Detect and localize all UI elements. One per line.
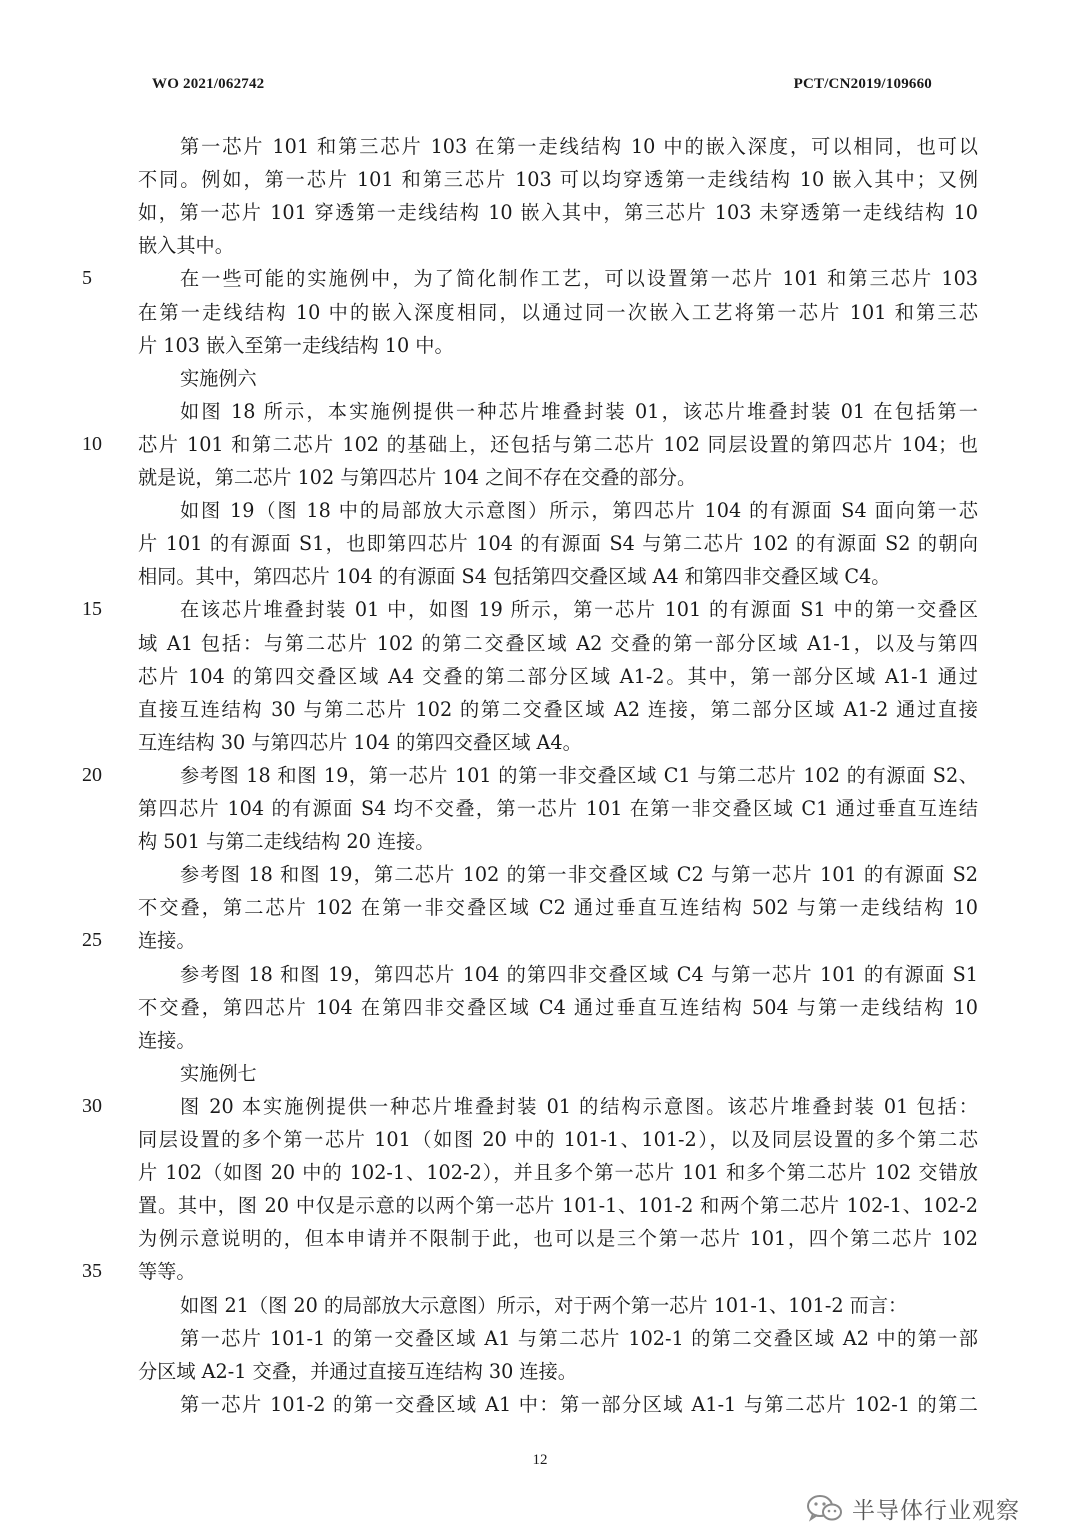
text-line: 嵌入其中。 bbox=[138, 234, 234, 257]
text-line: 第一芯片 101-1 的第一交叠区域 A1 与第二芯片 102-1 的第二交叠区域 A2 中的第一部 bbox=[180, 1327, 978, 1350]
application-number: PCT/CN2019/109660 bbox=[793, 76, 932, 92]
watermark bbox=[806, 1492, 1020, 1525]
text-line: 在一些可能的实施例中，为了简化制作工艺，可以设置第一芯片 101 和第三芯片 103 bbox=[180, 267, 978, 290]
text-line: 参考图 18 和图 19，第一芯片 101 的第一非交叠区域 C1 与第二芯片 102 的有源面 S2、 bbox=[180, 764, 978, 787]
text-line: 互连结构 30 与第四芯片 104 的第四交叠区域 A4。 bbox=[138, 731, 582, 754]
text-line: 直接互连结构 30 与第二芯片 102 的第二交叠区域 A2 连接，第二部分区域 A1-2 通过直接 bbox=[138, 698, 978, 721]
text-line: 实施例六 bbox=[180, 367, 257, 390]
text-line: 在第一走线结构 10 中的嵌入深度相同，以通过同一次嵌入工艺将第一芯片 101 和第三芯 bbox=[138, 301, 978, 324]
text-line: 参考图 18 和图 19，第四芯片 104 的第四非交叠区域 C4 与第一芯片 101 的有源面 S1 bbox=[180, 963, 978, 986]
text-line: 构 501 与第二走线结构 20 连接。 bbox=[138, 830, 435, 853]
text-line: 分区域 A2-1 交叠，并通过直接互连结构 30 连接。 bbox=[138, 1360, 577, 1383]
text-line: 不交叠，第四芯片 104 在第四非交叠区域 C4 通过垂直互连结构 504 与第一走线结构 10 bbox=[138, 996, 978, 1019]
text-line: 第一芯片 101-2 的第一交叠区域 A1 中：第一部分区域 A1-1 与第二芯片 102-1 的第二 bbox=[180, 1393, 978, 1416]
page-number: 12 bbox=[532, 1452, 548, 1468]
publication-number: WO 2021/062742 bbox=[152, 76, 265, 92]
line-number: 5 bbox=[82, 267, 92, 289]
text-line: 参考图 18 和图 19，第二芯片 102 的第一非交叠区域 C2 与第一芯片 101 的有源面 S2 bbox=[180, 863, 978, 886]
text-line: 如图 19（图 18 中的局部放大示意图）所示，第四芯片 104 的有源面 S4 面向第一芯 bbox=[180, 499, 978, 522]
text-line: 实施例七 bbox=[180, 1062, 257, 1085]
text-line: 相同。其中，第四芯片 104 的有源面 S4 包括第四交叠区域 A4 和第四非交叠区域 C4。 bbox=[138, 565, 891, 588]
text-line: 芯片 104 的第四交叠区域 A4 交叠的第二部分区域 A1-2。其中，第一部分区域 A1-1 通过 bbox=[138, 665, 978, 688]
text-line: 第一芯片 101 和第三芯片 103 在第一走线结构 10 中的嵌入深度，可以相同，也可以 bbox=[180, 135, 978, 158]
text-line: 置。其中，图 20 中仅是示意的以两个第一芯片 101-1、101-2 和两个第二芯片 102-1、102-2 bbox=[138, 1194, 978, 1217]
text-line: 如图 18 所示，本实施例提供一种芯片堆叠封装 01，该芯片堆叠封装 01 在包括第一 bbox=[180, 400, 978, 423]
text-line: 第四芯片 104 的有源面 S4 均不交叠，第一芯片 101 在第一非交叠区域 C1 通过垂直互连结 bbox=[138, 797, 978, 820]
text-line: 芯片 101 和第二芯片 102 的基础上，还包括与第二芯片 102 同层设置的第四芯片 104；也 bbox=[138, 433, 978, 456]
text-line: 连接。 bbox=[138, 1029, 196, 1052]
text-line: 如图 21（图 20 的局部放大示意图）所示，对于两个第一芯片 101-1、101-2 而言： bbox=[180, 1294, 908, 1317]
text-line: 不同。例如，第一芯片 101 和第三芯片 103 可以均穿透第一走线结构 10 嵌入其中；又例 bbox=[138, 168, 978, 191]
line-number: 15 bbox=[82, 598, 102, 620]
text-line: 片 102（如图 20 中的 102-1、102-2），并且多个第一芯片 101 和多个第二芯片 102 交错放 bbox=[138, 1161, 978, 1184]
text-line: 为例示意说明的，但本申请并不限制于此，也可以是三个第一芯片 101，四个第二芯片 102 bbox=[138, 1227, 978, 1250]
text-line: 在该芯片堆叠封装 01 中，如图 19 所示，第一芯片 101 的有源面 S1 中的第一交叠区 bbox=[180, 598, 978, 621]
text-line: 片 103 嵌入至第一走线结构 10 中。 bbox=[138, 334, 454, 357]
text-line: 如，第一芯片 101 穿透第一走线结构 10 嵌入其中，第三芯片 103 未穿透第一走线结构 10 bbox=[138, 201, 978, 224]
text-line: 图 20 本实施例提供一种芯片堆叠封装 01 的结构示意图。该芯片堆叠封装 01 包括： bbox=[180, 1095, 978, 1118]
text-line: 就是说，第二芯片 102 与第四芯片 104 之间不存在交叠的部分。 bbox=[138, 466, 697, 489]
line-number: 35 bbox=[82, 1260, 102, 1282]
text-line: 域 A1 包括：与第二芯片 102 的第二交叠区域 A2 交叠的第一部分区域 A1-1，以及与第四 bbox=[138, 632, 978, 655]
line-number: 30 bbox=[82, 1095, 102, 1117]
text-line: 片 101 的有源面 S1，也即第四芯片 104 的有源面 S4 与第二芯片 102 的有源面 S2 的朝向 bbox=[138, 532, 978, 555]
text-line: 不交叠，第二芯片 102 在第一非交叠区域 C2 通过垂直互连结构 502 与第一走线结构 10 bbox=[138, 896, 978, 919]
watermark-text: 半导体行业观察 bbox=[852, 1498, 1020, 1524]
text-line: 同层设置的多个第一芯片 101（如图 20 中的 101-1、101-2），以及同层设置的多个第二芯 bbox=[138, 1128, 978, 1151]
line-number: 25 bbox=[82, 929, 102, 951]
line-number: 10 bbox=[82, 433, 102, 455]
text-line: 等等。 bbox=[138, 1260, 196, 1283]
text-line: 连接。 bbox=[138, 929, 196, 952]
line-number: 20 bbox=[82, 764, 102, 786]
wechat-icon bbox=[806, 1494, 844, 1524]
